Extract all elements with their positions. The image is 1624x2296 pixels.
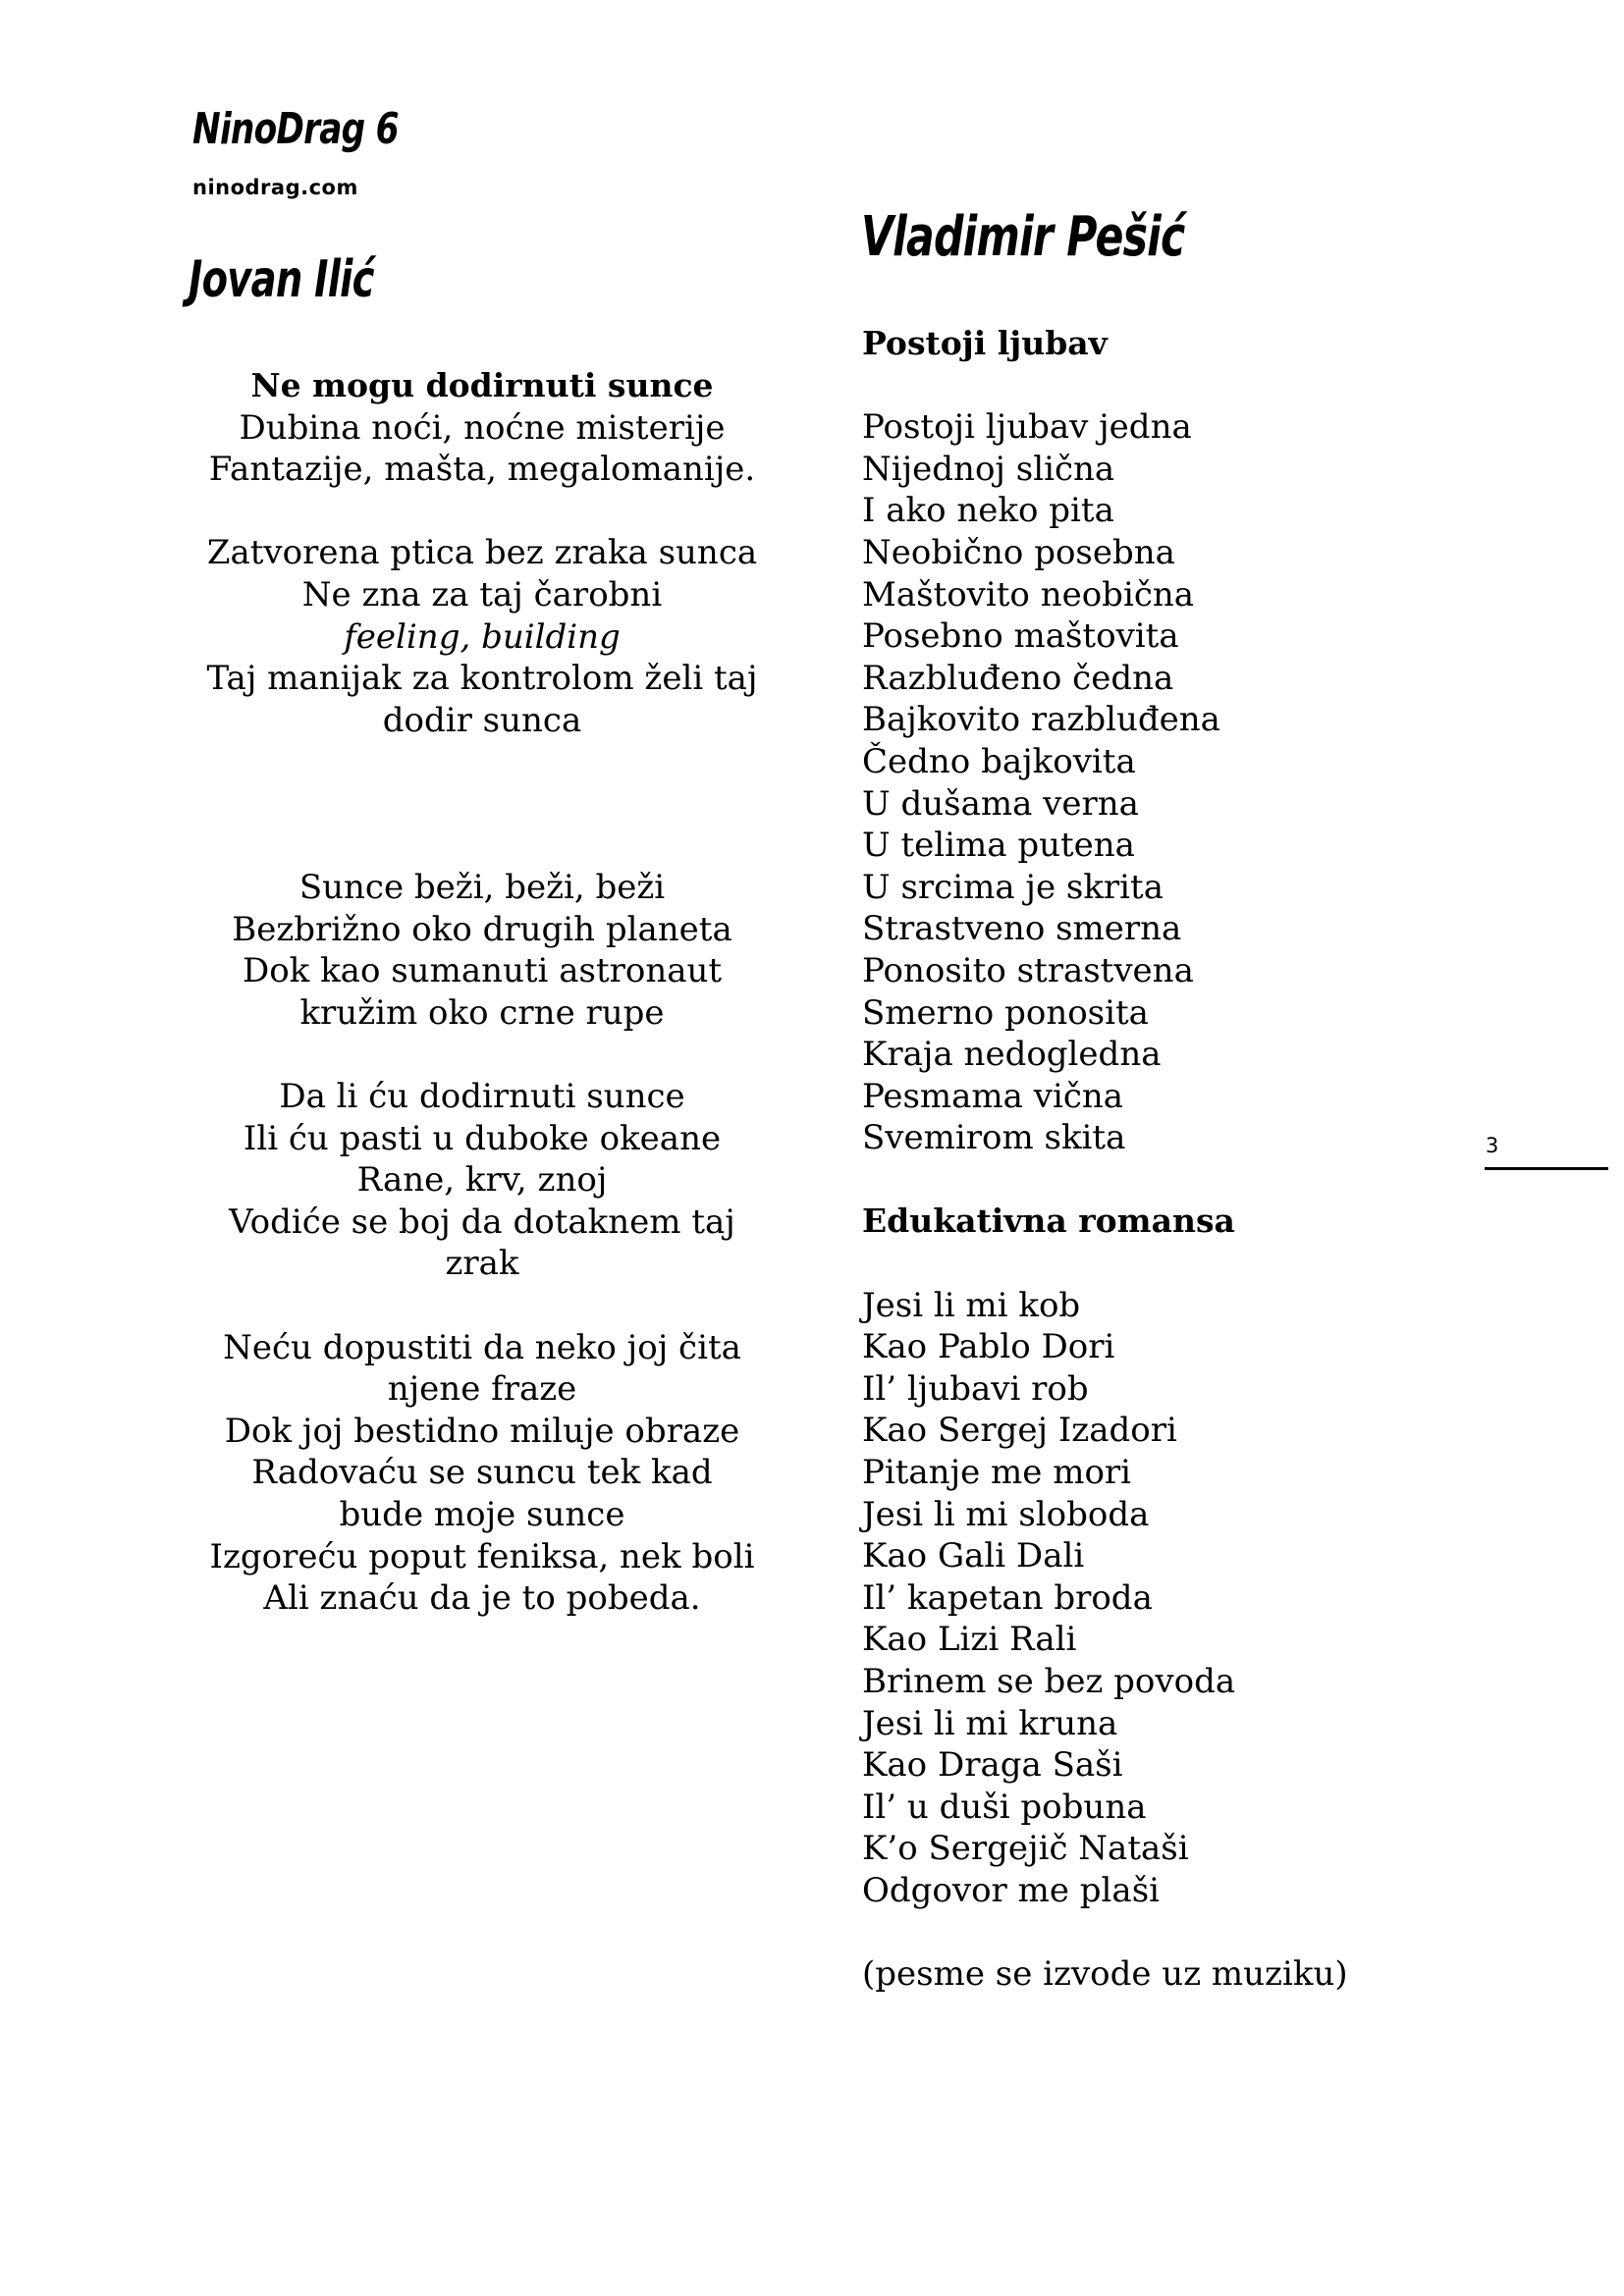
- poem-line: Ili ću pasti u duboke okeane: [243, 1118, 722, 1158]
- blank-line: [168, 826, 796, 868]
- performance-note: (pesme se izvode uz muziku): [862, 1954, 1348, 1995]
- poem-line: dodir sunca: [382, 700, 582, 740]
- poem-line: Ponosito strastvena: [862, 950, 1194, 990]
- poem-line: Smerno ponosita: [862, 992, 1149, 1033]
- blank-line: [168, 491, 796, 533]
- poem-title: Edukativna romansa: [862, 1201, 1235, 1241]
- poem-line: Strastveno smerna: [862, 909, 1182, 949]
- poem-line: Da li ću dodirnuti sunce: [279, 1077, 685, 1117]
- poem-line: Postoji ljubav jedna: [862, 407, 1192, 448]
- blank-line: [168, 783, 796, 826]
- poem-line: feeling, building: [344, 616, 621, 657]
- poem-line: Rane, krv, znoj: [356, 1160, 608, 1201]
- brand-url: ninodrag.com: [192, 176, 358, 199]
- poem-line: Zatvorena ptica bez zraka sunca: [206, 533, 758, 573]
- poem-line: Svemirom skita: [862, 1118, 1126, 1158]
- poem-line: Posebno maštovita: [862, 616, 1179, 657]
- brand-title: NinoDrag 6: [192, 104, 399, 154]
- poem-line: bude moje sunce: [339, 1495, 625, 1535]
- poem-title: Postoji ljubav: [862, 324, 1108, 362]
- poem-lines: [168, 407, 796, 1620]
- poem-line: Ne zna za taj čarobni: [301, 574, 663, 614]
- blank-line: [168, 741, 796, 783]
- poem-line: Radovaću se suncu tek kad: [251, 1453, 713, 1493]
- poem-line: K’o Sergejič Nataši: [862, 1829, 1189, 1869]
- poem-line: Izgoreću poput feniksa, nek boli: [209, 1536, 755, 1576]
- spacer: [862, 1243, 1490, 1285]
- poem-line: Dok kao sumanuti astronaut: [242, 951, 723, 991]
- poem-lines: [862, 406, 1490, 1159]
- poem-line: Il’ kapetan broda: [862, 1577, 1153, 1618]
- poem-line: zrak: [445, 1244, 519, 1284]
- poem-line: Kao Lizi Rali: [862, 1620, 1077, 1660]
- poem-line: Neobično posebna: [862, 532, 1175, 572]
- poem-line: njene fraze: [387, 1369, 577, 1410]
- blank-line: [168, 1035, 796, 1077]
- poem-title: Ne mogu dodirnuti sunce: [250, 366, 714, 404]
- poem-line: Kraja nedogledna: [862, 1035, 1162, 1075]
- poem-line: Pitanje me mori: [862, 1453, 1132, 1493]
- poem-line: Maštovito neobična: [862, 574, 1195, 614]
- poem-line: Sunce beži, beži, beži: [298, 868, 666, 908]
- poem-line: Brinem se bez povoda: [862, 1662, 1236, 1701]
- author-name-left: Jovan Ilić: [189, 250, 374, 309]
- poem-line: Bezbrižno oko drugih planeta: [232, 909, 732, 949]
- poem-line: Nijednoj slična: [862, 449, 1115, 489]
- poem-line: Dubina noći, noćne misterije: [239, 407, 726, 448]
- poem-line: Neću dopustiti da neko joj čita: [223, 1327, 741, 1367]
- author-name-right: Vladimir Pešić: [861, 205, 1185, 269]
- poem-line: Taj manijak za kontrolom želi taj: [206, 659, 758, 699]
- poem-line: Vodiće se boj da dotaknem taj: [229, 1201, 735, 1242]
- left-column-poem: [168, 365, 796, 1620]
- poem-line: Bajkovito razbluđena: [862, 700, 1220, 740]
- page-number: 3: [1486, 1134, 1499, 1157]
- poem-line: Kao Sergej Izadori: [862, 1411, 1177, 1451]
- poem-line: I ako neko pita: [862, 491, 1114, 531]
- spacer: [862, 1912, 1490, 1954]
- poem-lines: [862, 1285, 1490, 1912]
- spacer: [862, 1159, 1490, 1201]
- page-number-rule: [1485, 1167, 1608, 1170]
- poem-line: Ali znaću da je to pobeda.: [263, 1578, 701, 1619]
- poem-line: Il’ ljubavi rob: [862, 1368, 1089, 1409]
- right-column-poems: [862, 323, 1490, 1996]
- poem-line: U dušama verna: [862, 783, 1139, 824]
- poem-line: Kao Pablo Dori: [862, 1327, 1115, 1367]
- poem-line: Jesi li mi kruna: [862, 1703, 1118, 1743]
- spacer: [862, 365, 1490, 407]
- poem-line: Kao Gali Dali: [862, 1536, 1085, 1576]
- poem-line: Razbluđeno čedna: [862, 658, 1174, 698]
- blank-line: [168, 1285, 796, 1327]
- poem-line: Čedno bajkovita: [862, 741, 1136, 781]
- poem-line: kružim oko crne rupe: [299, 992, 665, 1033]
- poem-line: Fantazije, mašta, megalomanije.: [208, 450, 756, 490]
- poem-line: Kao Draga Saši: [862, 1745, 1123, 1786]
- poem-line: U telima putena: [862, 826, 1135, 866]
- poem-line: Il’ u duši pobuna: [862, 1787, 1147, 1827]
- poem-line: Jesi li mi kob: [862, 1285, 1081, 1325]
- poem-line: Jesi li mi sloboda: [862, 1494, 1150, 1534]
- poem-line: U srcima je skrita: [862, 867, 1164, 907]
- poem-line: Dok joj bestidno miluje obraze: [224, 1411, 740, 1451]
- poem-line: Pesmama vična: [862, 1076, 1124, 1116]
- poem-line: Odgovor me plaši: [862, 1870, 1161, 1910]
